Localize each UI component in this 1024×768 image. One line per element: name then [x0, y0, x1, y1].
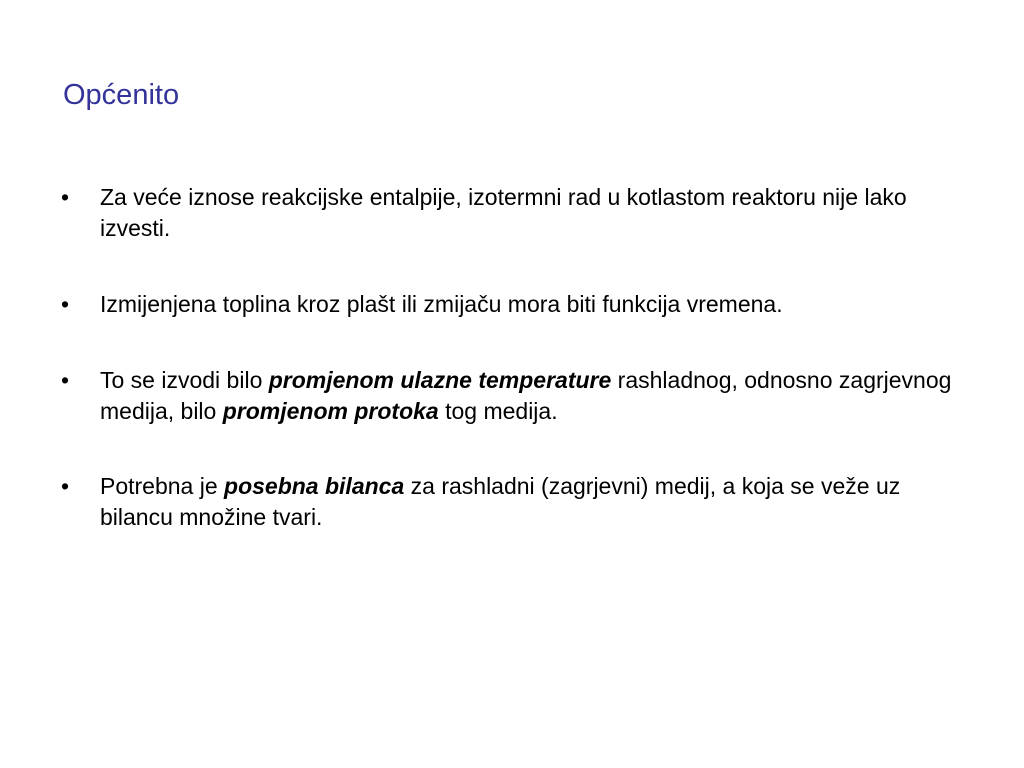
bullet-item: [55, 289, 965, 320]
bullet-item: [55, 471, 965, 533]
emphasized-text: promjenom ulazne temperature: [268, 367, 612, 393]
bullet-text-part: rashladnog, odnosno zagrjevnog medija, bilo: [100, 367, 952, 424]
bullet-item: [55, 365, 965, 427]
slide-title: Općenito: [63, 79, 180, 111]
bullet-item: [55, 182, 965, 244]
emphasized-text: promjenom protoka: [222, 398, 439, 424]
bullet-list: [55, 182, 965, 533]
bullet-text-part: za rashladni (zagrjevni) medij, a koja se veže uz bilancu množine tvari.: [100, 473, 901, 530]
bullet-dot: •: [61, 291, 70, 317]
bullet-text: Za veće iznose reakcijske entalpije, izotermni rad u kotlastom reaktoru nije lako izvesti.: [100, 184, 907, 241]
bullet-dot: •: [61, 184, 70, 210]
bullet-text-part: tog medija.: [438, 398, 558, 424]
bullet-text: Izmijenjena toplina kroz plašt ili zmijaču mora biti funkcija vremena.: [100, 291, 783, 317]
emphasized-text: posebna bilanca: [224, 473, 405, 499]
bullet-dot: •: [61, 473, 70, 499]
bullet-text-part: To se izvodi bilo: [100, 367, 269, 393]
bullet-text-part: Potrebna je: [100, 473, 225, 499]
bullet-dot: •: [61, 367, 70, 393]
